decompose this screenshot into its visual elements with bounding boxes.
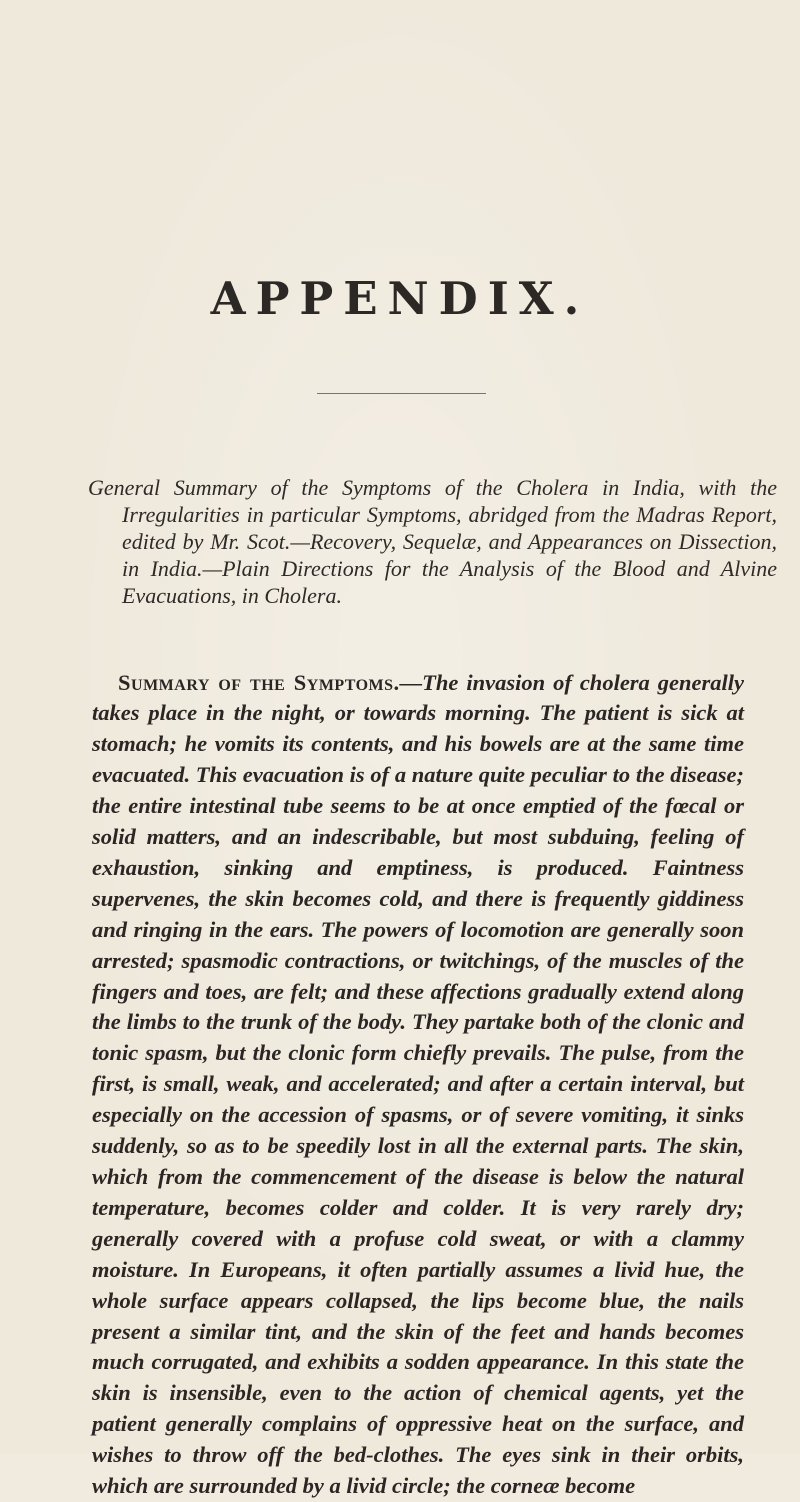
paragraph-text: —The invasion of cholera generally takes place in the night, or towards morning. The patient is sick at stomach; he vomits its contents, and his bowels are at the same time evacuated. This evacuation is of a nature quite peculiar to the disease; the entire intestinal tube seems to be at once emptied of the fœcal or solid matters, and an indescribable, but most subduing, feeling of exhaustion, sinking and emptiness, is produced. Faintness supervenes, the skin becomes cold, and there is frequently giddiness and ringing in the ears. The powers of locomotion are generally soon arrested; spasmodic contractions, or twitchings, of the muscles of the fingers and toes, are felt; and these affections gradually extend along the limbs to the trunk of the body. They partake both of the clonic and tonic spasm, but the clonic form chiefly prevails. The pulse, from the first, is small, weak, and accelerated; and after a certain interval, but especially on the accession of spasms, or of severe vomiting, it sinks suddenly, so as to be speedily lost in all the external parts. The skin, which from the commencement of the disease is below the natural temperature, becomes colder and colder. It is very rarely dry; generally covered with a profuse cold sweat, or with a clammy moisture. In Europeans, it often partially assumes a livid hue, the whole surface appears collapsed, the lips become blue, the nails present a similar tint, and the skin of the feet and hands becomes much corrugated, and exhibits a sodden appearance. In this state the skin is insensible, even to the action of chemical agents, yet the patient generally complains of oppressive heat on the surface, and wishes to throw off the bed-clothes. The eyes sink in their orbits, which are surrounded by a livid circle; the corneæ become: [92, 669, 745, 1499]
paragraph-lead-in: Summary of the Symptoms.: [118, 669, 400, 695]
heading-rule: [317, 393, 486, 394]
appendix-heading: APPENDIX.: [210, 272, 590, 325]
chapter-summary: General Summary of the Symptoms of the Cholera in India, with the Irregularities in particular Symptoms, abridged from the Madras Report, edited by Mr. Scot.—Recovery, Sequelæ, and Appearances on Dissection, in India.—Plain Directions for the Analysis of the Blood and Alvine Evacuations, in Cholera.: [88, 475, 777, 608]
body-paragraph: [92, 668, 744, 1502]
